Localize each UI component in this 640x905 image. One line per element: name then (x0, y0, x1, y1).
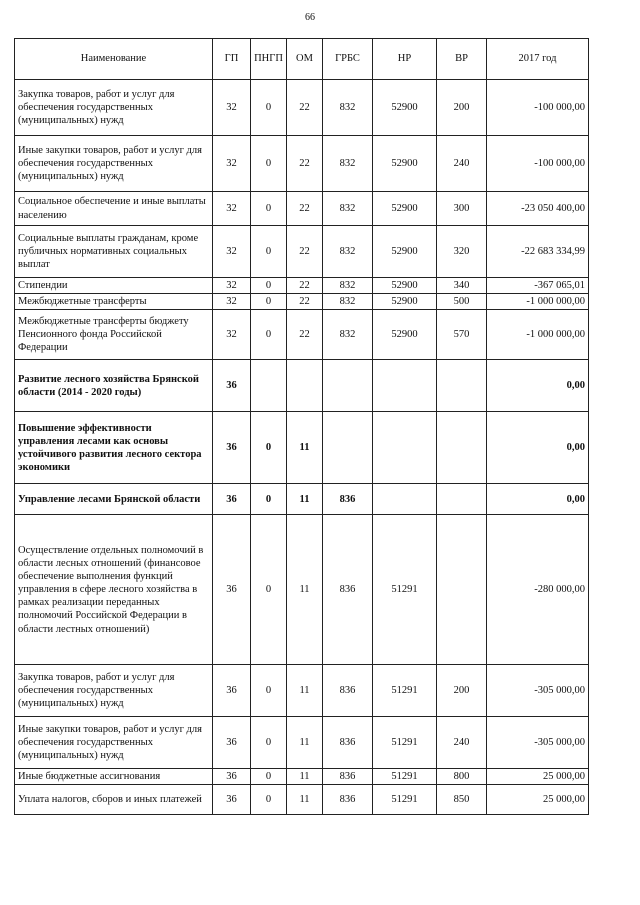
cell-pngp: 0 (251, 769, 287, 785)
cell-name: Межбюджетные трансферты (15, 294, 213, 310)
cell-grbs (323, 412, 373, 484)
cell-vr: 240 (437, 136, 487, 192)
cell-name: Развитие лесного хозяйства Брянской области (2014 - 2020 годы) (15, 360, 213, 412)
cell-gp: 36 (213, 360, 251, 412)
cell-om (287, 360, 323, 412)
cell-amount: 0,00 (487, 484, 589, 515)
table-row (15, 310, 589, 360)
header-gp: ГП (213, 39, 251, 80)
cell-om: 11 (287, 412, 323, 484)
cell-gp: 36 (213, 515, 251, 665)
cell-gp: 36 (213, 412, 251, 484)
cell-om: 22 (287, 310, 323, 360)
cell-pngp: 0 (251, 412, 287, 484)
header-grbs: ГРБС (323, 39, 373, 80)
cell-amount: 0,00 (487, 412, 589, 484)
cell-nr: 51291 (373, 785, 437, 815)
cell-pngp: 0 (251, 484, 287, 515)
cell-name: Закупка товаров, работ и услуг для обеспечения государственных (муниципальных) нужд (15, 80, 213, 136)
table-row (15, 769, 589, 785)
cell-gp: 32 (213, 136, 251, 192)
cell-om: 22 (287, 226, 323, 278)
cell-om: 22 (287, 192, 323, 226)
cell-amount: -23 050 400,00 (487, 192, 589, 226)
cell-om: 22 (287, 278, 323, 294)
cell-nr: 52900 (373, 294, 437, 310)
cell-gp: 36 (213, 665, 251, 717)
cell-amount: -22 683 334,99 (487, 226, 589, 278)
cell-om: 11 (287, 665, 323, 717)
cell-grbs: 836 (323, 515, 373, 665)
cell-pngp: 0 (251, 294, 287, 310)
cell-amount: 25 000,00 (487, 769, 589, 785)
page-number: 66 (305, 12, 315, 23)
cell-vr (437, 360, 487, 412)
cell-grbs: 832 (323, 278, 373, 294)
table-row (15, 136, 589, 192)
cell-vr (437, 484, 487, 515)
cell-om: 11 (287, 717, 323, 769)
cell-nr: 52900 (373, 310, 437, 360)
cell-amount: -367 065,01 (487, 278, 589, 294)
table-row (15, 665, 589, 717)
table-row (15, 80, 589, 136)
cell-gp: 32 (213, 294, 251, 310)
cell-nr: 51291 (373, 665, 437, 717)
cell-pngp: 0 (251, 515, 287, 665)
cell-nr (373, 484, 437, 515)
cell-pngp: 0 (251, 665, 287, 717)
cell-pngp: 0 (251, 717, 287, 769)
header-om: ОМ (287, 39, 323, 80)
cell-grbs: 832 (323, 310, 373, 360)
cell-om: 22 (287, 136, 323, 192)
table-row (15, 515, 589, 665)
cell-grbs (323, 360, 373, 412)
cell-nr: 52900 (373, 136, 437, 192)
header-vr: ВР (437, 39, 487, 80)
cell-om: 11 (287, 484, 323, 515)
cell-om: 11 (287, 785, 323, 815)
cell-pngp (251, 360, 287, 412)
cell-vr: 570 (437, 310, 487, 360)
header-pngp: ПНГП (251, 39, 287, 80)
cell-pngp: 0 (251, 136, 287, 192)
cell-name: Управление лесами Брянской области (15, 484, 213, 515)
cell-grbs: 832 (323, 226, 373, 278)
cell-grbs: 832 (323, 294, 373, 310)
cell-grbs: 832 (323, 80, 373, 136)
cell-amount: 0,00 (487, 360, 589, 412)
cell-om: 22 (287, 80, 323, 136)
cell-amount: -100 000,00 (487, 136, 589, 192)
cell-nr: 52900 (373, 226, 437, 278)
cell-vr: 300 (437, 192, 487, 226)
cell-vr: 850 (437, 785, 487, 815)
table-row (15, 226, 589, 278)
table-header-row (15, 39, 589, 80)
cell-vr: 200 (437, 80, 487, 136)
cell-grbs: 836 (323, 665, 373, 717)
cell-nr: 51291 (373, 769, 437, 785)
cell-nr: 52900 (373, 192, 437, 226)
cell-name: Межбюджетные трансферты бюджету Пенсионного фонда Российской Федерации (15, 310, 213, 360)
cell-pngp: 0 (251, 80, 287, 136)
table-row (15, 360, 589, 412)
header-year: 2017 год (487, 39, 589, 80)
cell-vr (437, 515, 487, 665)
table-row (15, 717, 589, 769)
table-row (15, 278, 589, 294)
cell-pngp: 0 (251, 785, 287, 815)
cell-vr: 320 (437, 226, 487, 278)
table-row (15, 484, 589, 515)
cell-om: 11 (287, 515, 323, 665)
cell-pngp: 0 (251, 192, 287, 226)
cell-pngp: 0 (251, 226, 287, 278)
cell-gp: 32 (213, 278, 251, 294)
cell-nr: 51291 (373, 717, 437, 769)
cell-gp: 36 (213, 717, 251, 769)
cell-nr: 52900 (373, 278, 437, 294)
cell-name: Повышение эффективности управления лесами как основы устойчивого развития лесного сектора экономики (15, 412, 213, 484)
header-name: Наименование (15, 39, 213, 80)
cell-gp: 32 (213, 226, 251, 278)
cell-name: Иные бюджетные ассигнования (15, 769, 213, 785)
cell-name: Иные закупки товаров, работ и услуг для обеспечения государственных (муниципальных) нужд (15, 717, 213, 769)
cell-name: Социальное обеспечение и иные выплаты населению (15, 192, 213, 226)
cell-om: 11 (287, 769, 323, 785)
table-row (15, 412, 589, 484)
cell-vr: 200 (437, 665, 487, 717)
cell-grbs: 832 (323, 192, 373, 226)
cell-amount: 25 000,00 (487, 785, 589, 815)
cell-om: 22 (287, 294, 323, 310)
cell-vr: 500 (437, 294, 487, 310)
cell-gp: 32 (213, 80, 251, 136)
cell-name: Стипендии (15, 278, 213, 294)
cell-gp: 32 (213, 310, 251, 360)
cell-gp: 36 (213, 785, 251, 815)
cell-name: Закупка товаров, работ и услуг для обеспечения государственных (муниципальных) нужд (15, 665, 213, 717)
cell-amount: -1 000 000,00 (487, 310, 589, 360)
cell-amount: -305 000,00 (487, 717, 589, 769)
cell-vr: 240 (437, 717, 487, 769)
cell-vr: 340 (437, 278, 487, 294)
cell-name: Уплата налогов, сборов и иных платежей (15, 785, 213, 815)
cell-pngp: 0 (251, 278, 287, 294)
cell-grbs: 832 (323, 136, 373, 192)
cell-name: Осуществление отдельных полномочий в области лесных отношений (финансовое обеспечение выполнения функций управления в сфере лесного хозяйства в рамках реализации переданных полномочий Российской Федерации в области лестных отношений) (15, 515, 213, 665)
cell-vr: 800 (437, 769, 487, 785)
budget-table (14, 38, 589, 815)
table-row (15, 294, 589, 310)
cell-name: Иные закупки товаров, работ и услуг для обеспечения государственных (муниципальных) нужд (15, 136, 213, 192)
cell-amount: -305 000,00 (487, 665, 589, 717)
cell-nr (373, 412, 437, 484)
cell-grbs: 836 (323, 717, 373, 769)
cell-amount: -1 000 000,00 (487, 294, 589, 310)
cell-grbs: 836 (323, 484, 373, 515)
cell-grbs: 836 (323, 769, 373, 785)
table-row (15, 785, 589, 815)
cell-nr (373, 360, 437, 412)
cell-gp: 32 (213, 192, 251, 226)
cell-grbs: 836 (323, 785, 373, 815)
cell-gp: 36 (213, 484, 251, 515)
cell-nr: 52900 (373, 80, 437, 136)
cell-gp: 36 (213, 769, 251, 785)
cell-vr (437, 412, 487, 484)
cell-nr: 51291 (373, 515, 437, 665)
cell-name: Социальные выплаты гражданам, кроме публичных нормативных социальных выплат (15, 226, 213, 278)
cell-pngp: 0 (251, 310, 287, 360)
table-row (15, 192, 589, 226)
cell-amount: -100 000,00 (487, 80, 589, 136)
cell-amount: -280 000,00 (487, 515, 589, 665)
header-nr: НР (373, 39, 437, 80)
